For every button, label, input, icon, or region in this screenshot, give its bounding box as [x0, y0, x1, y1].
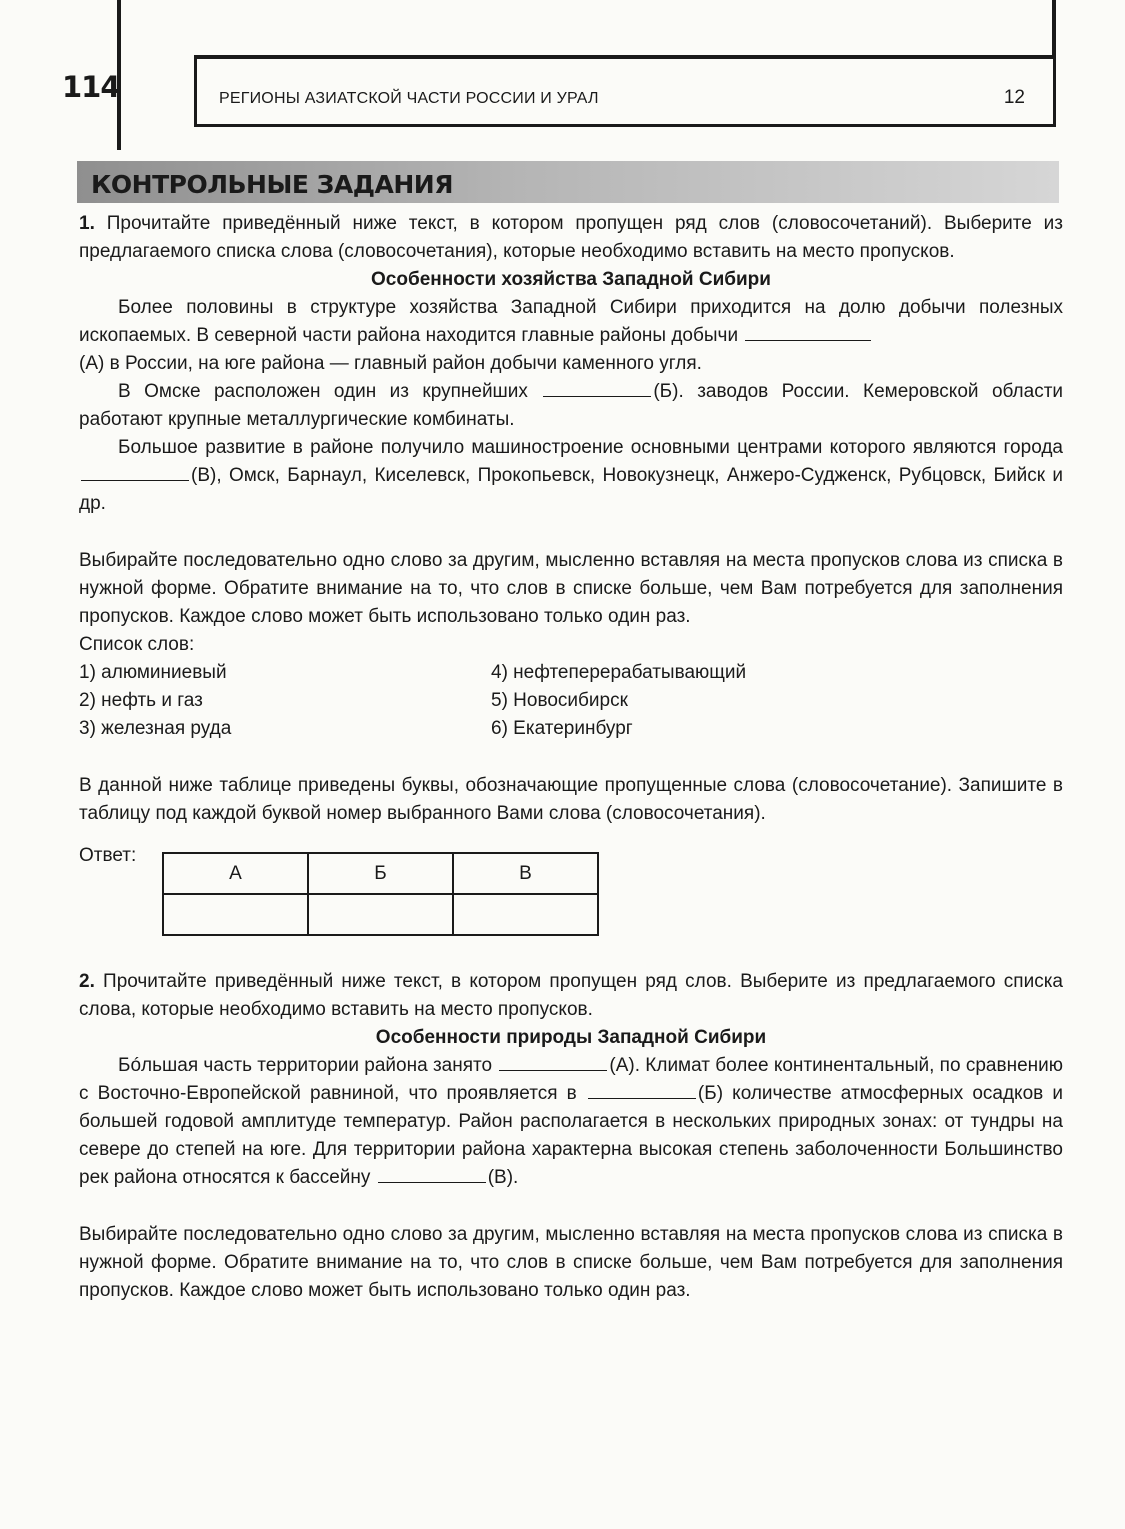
section-title: КОНТРОЛЬНЫЕ ЗАДАНИЯ — [91, 170, 453, 199]
text-span: (Б) количестве атмосферных осадков и большей годовой амплитуде температур. Район располагается в нескольких природных зонах: от тундры на севере до степей на юге. Для территории района характерна высокая степень заболоченности Большинство рек района относятся к бассейну — [79, 1083, 1064, 1188]
running-header — [194, 55, 1056, 127]
list-item: 3) железная руда — [79, 718, 232, 739]
text-span: Более половины в структуре хозяйства Западной Сибири приходится на долю добычи полезных ископаемых. В северной части района находится главные районы добычи — [79, 297, 1063, 346]
task1-intro — [79, 210, 1063, 266]
blank-a — [745, 322, 871, 341]
page-content — [79, 210, 1063, 1305]
task2-intro — [79, 968, 1063, 1024]
task2-instruction: Выбирайте последовательно одно слово за другим, мысленно вставляя на места пропусков слова из списка в нужной форме. Обратите внимание на то, что слов в списке больше, чем Вам потребуется для заполнения пропусков. Каждое слово может быть использовано только один раз. — [79, 1224, 1063, 1301]
task1-paragraph-1 — [79, 294, 1063, 378]
list-item: 4) нефтеперерабатывающий — [491, 662, 747, 683]
text-span: (В). — [487, 1167, 519, 1188]
list-item: 1) алюминиевый — [79, 662, 227, 683]
list-item: 5) Новосибирск — [491, 690, 628, 711]
blank-b — [588, 1080, 696, 1099]
task2-paragraph-1 — [79, 1052, 1063, 1192]
task1-number: 1. — [79, 213, 95, 234]
task2-number: 2. — [79, 971, 95, 992]
answer-header-v: В — [453, 853, 598, 894]
page-number: 114 — [62, 70, 120, 104]
word-list-label: Список слов: — [79, 634, 195, 655]
answer-cell-a[interactable] — [163, 894, 308, 935]
header-rule — [1052, 0, 1056, 58]
task1-heading: Особенности хозяйства Западной Сибири — [371, 269, 771, 290]
text-span: В Омске расположен один из крупнейших — [118, 381, 528, 402]
task1-paragraph-3 — [79, 434, 1063, 518]
blank-a — [499, 1052, 607, 1071]
answer-cell-b[interactable] — [308, 894, 453, 935]
running-title: РЕГИОНЫ АЗИАТСКОЙ ЧАСТИ РОССИИ И УРАЛ — [219, 90, 599, 107]
answer-block — [79, 842, 1063, 932]
task2-heading: Особенности природы Западной Сибири — [375, 1027, 767, 1048]
text-span: Большое развитие в районе получило машиностроение основными центрами которого являются города — [118, 437, 1063, 458]
task2-intro-text: Прочитайте приведённый ниже текст, в котором пропущен ряд слов. Выберите из предлагаемого списка слова, которые необходимо вставить на место пропусков. — [79, 971, 1063, 1020]
answer-label: Ответ: — [79, 845, 137, 866]
task1-intro-text: Прочитайте приведённый ниже текст, в котором пропущен ряд слов (словосочетаний). Выберите из предлагаемого списка слова (словосочетания), которые необходимо вставить на место пропусков. — [79, 213, 1064, 262]
list-item: 6) Екатеринбург — [491, 718, 633, 739]
list-item: 2) нефть и газ — [79, 690, 203, 711]
blank-v — [81, 462, 189, 481]
task1-instruction: Выбирайте последовательно одно слово за другим, мысленно вставляя на места пропусков слова из списка в нужной форме. Обратите внимание на то, что слов в списке больше, чем Вам потребуется для заполнения пропусков. Каждое слово может быть использовано только один раз. — [79, 550, 1063, 627]
text-span: Бóльшая часть территории района занято — [118, 1055, 493, 1076]
word-list — [79, 659, 1063, 743]
answer-header-a: А — [163, 853, 308, 894]
task1-paragraph-2 — [79, 378, 1063, 434]
text-span: (В), Омск, Барнаул, Киселевск, Прокопьевск, Новокузнецк, Анжеро-Судженск, Рубцовск, Бийск и др. — [79, 465, 1063, 514]
text-span: (Б). заводов России. Кемеровской области работают крупные металлургические комбинаты. — [79, 381, 1064, 430]
text-span: (А). Климат более континентальный, по сравнению с Восточно-Европейской равниной, что проявляется в — [79, 1055, 1063, 1104]
answer-table — [162, 852, 599, 936]
chapter-number: 12 — [1003, 87, 1025, 108]
task1-table-instruction: В данной ниже таблице приведены буквы, обозначающие пропущенные слова (словосочетание). Запишите в таблицу под каждой буквой номер выбранного Вами слова (словосочетания). — [79, 775, 1063, 824]
section-banner — [77, 161, 1059, 203]
answer-header-b: Б — [308, 853, 453, 894]
blank-b — [543, 378, 651, 397]
text-span: (А) в России, на юге района — главный район добычи каменного угля. — [79, 353, 702, 374]
blank-v — [378, 1164, 486, 1183]
answer-cell-v[interactable] — [453, 894, 598, 935]
